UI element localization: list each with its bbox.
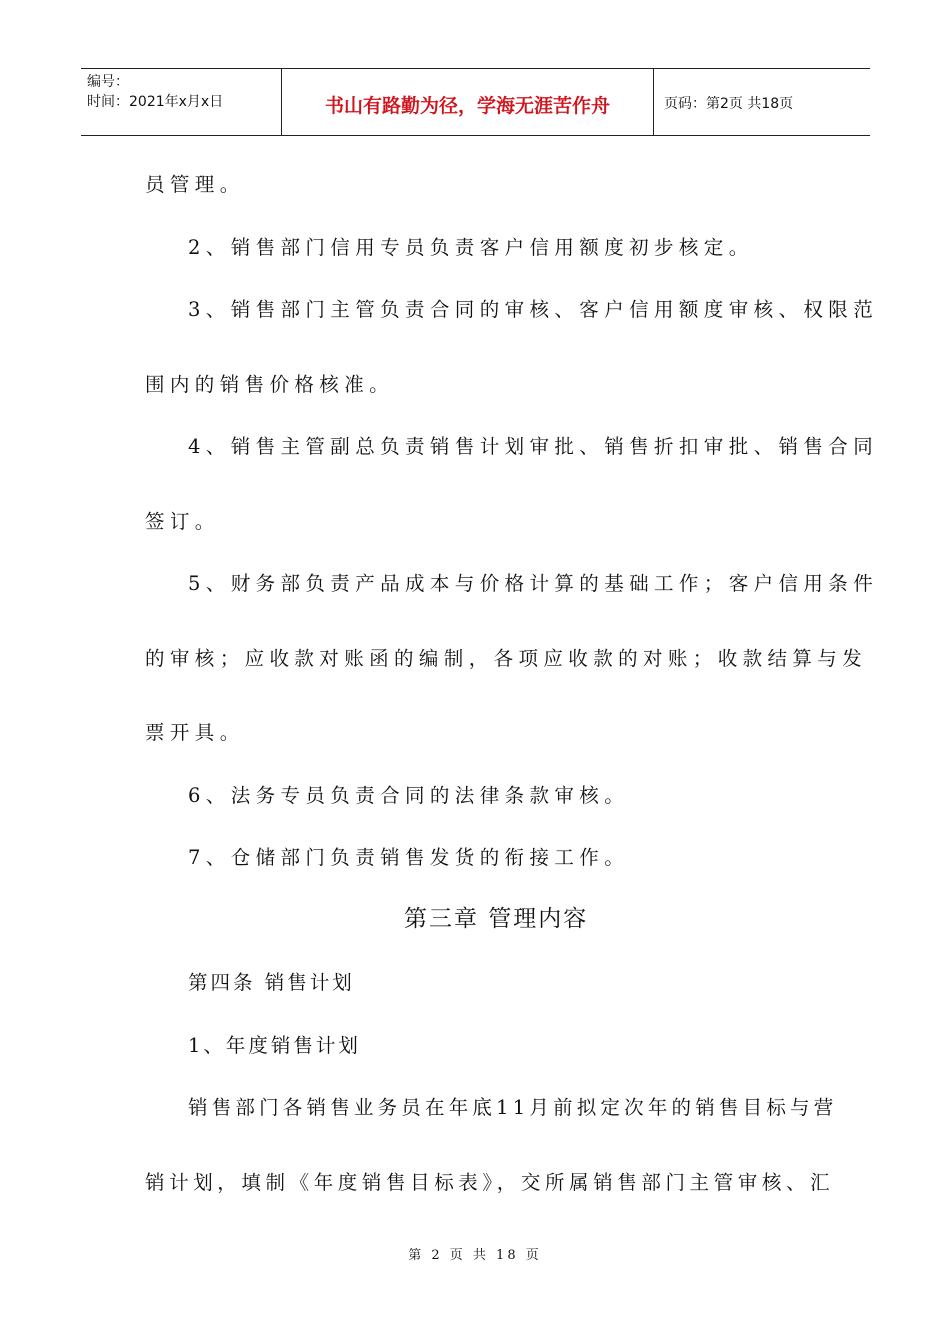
body-line: 围内的销售价格核准。 [145, 373, 395, 396]
page-footer: 第 2 页 共 18 页 [408, 1248, 542, 1263]
body-line: 票开具。 [145, 721, 245, 744]
body-line: 签订。 [145, 510, 220, 533]
item-title: 1、年度销售计划 [188, 1034, 361, 1057]
body-line: 的审核；应收款对账函的编制，各项应收款的对账；收款结算与发 [145, 647, 868, 670]
body-line: 3、销售部门主管负责合同的审核、客户信用额度审核、权限范 [188, 298, 879, 321]
document-number-label: 编号： [87, 74, 129, 90]
header-meta-cell [81, 69, 282, 135]
body-line: 5、财务部负责产品成本与价格计算的基础工作；客户信用条件 [188, 572, 879, 595]
header-page-info: 页码：第2页 共18页 [664, 96, 794, 112]
body-line: 销计划，填制《年度销售目标表》，交所属销售部门主管审核、汇 [145, 1171, 835, 1194]
body-line: 6、法务专员负责合同的法律条款审核。 [188, 784, 630, 807]
body-line: 员管理。 [145, 173, 245, 196]
body-line: 7、仓储部门负责销售发货的衔接工作。 [188, 846, 630, 869]
body-line: 销售部门各销售业务员在年底11月前拟定次年的销售目标与营 [188, 1096, 838, 1119]
body-line: 2、销售部门信用专员负责客户信用额度初步核定。 [188, 236, 754, 259]
article-title: 第四条 销售计划 [188, 971, 355, 994]
document-header [81, 68, 870, 136]
header-slogan: 书山有路勤为径，学海无涯苦作舟 [282, 69, 654, 135]
chapter-title: 第三章 管理内容 [404, 906, 589, 932]
body-line: 4、销售主管副总负责销售计划审批、销售折扣审批、销售合同 [188, 435, 879, 458]
document-time-label: 时间：2021年x月x日 [87, 94, 224, 110]
